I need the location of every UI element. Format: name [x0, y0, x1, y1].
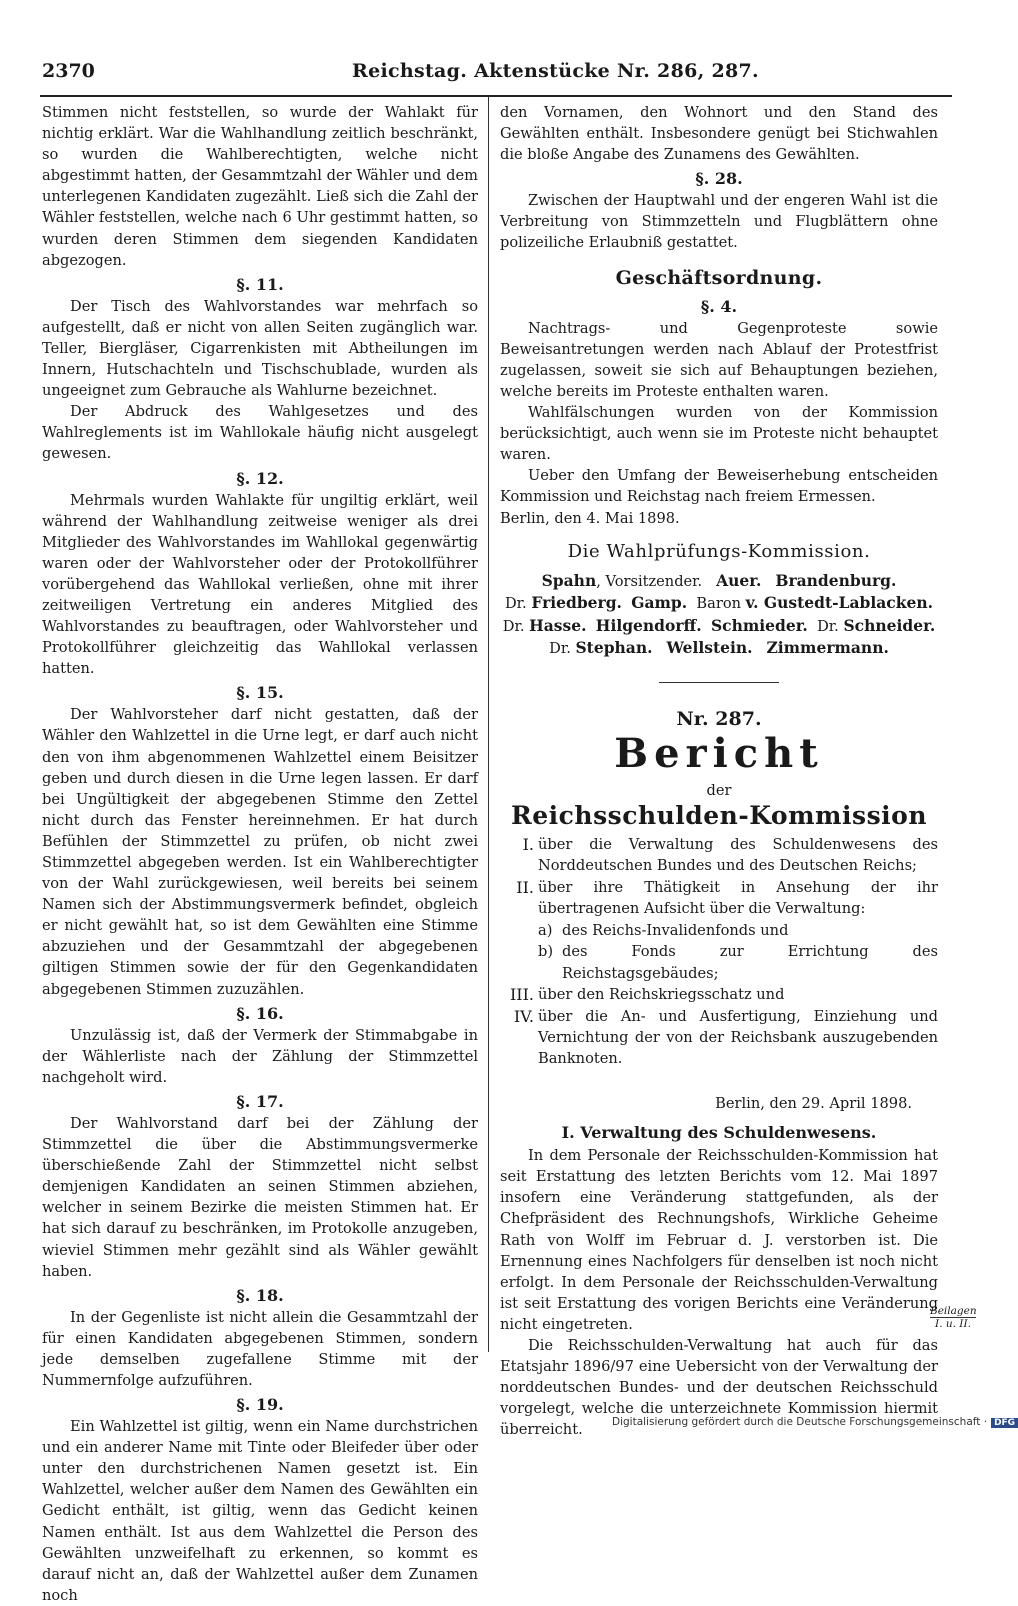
- member-name: Stephan.: [575, 638, 653, 658]
- members-line-1: [500, 570, 938, 593]
- member-name: Auer.: [716, 570, 762, 590]
- document-number: Nr. 287.: [676, 707, 762, 730]
- list-item-number: III.: [509, 984, 534, 1004]
- commission-title: Die Wahlprüfungs-Kommission.: [567, 540, 871, 562]
- margin-note-line-2: I. u. II.: [930, 1317, 976, 1330]
- section-4-title: §. 4.: [700, 296, 738, 316]
- bericht-heading: Bericht: [614, 729, 824, 777]
- geschaeftsordnung-heading: Geschäftsordnung.: [615, 266, 823, 289]
- list-item: [500, 834, 938, 876]
- report-date: Berlin, den 29. April 1898.: [715, 1095, 912, 1112]
- section-28-title: §. 28.: [695, 169, 743, 189]
- margin-note-line-1: Beilagen: [930, 1305, 977, 1317]
- sub-list-item-letter: b): [538, 943, 554, 961]
- sub-list-item-text: des Reichs-Invalidenfonds und: [562, 922, 789, 940]
- list-item-text: über die Verwaltung des Schuldenwesens des Norddeutschen Bundes und des Deutschen Reichs;: [538, 835, 938, 875]
- section-15-title: §. 15.: [236, 683, 284, 703]
- member-name: Hasse.: [529, 615, 587, 635]
- member-name: Brandenburg.: [775, 570, 897, 590]
- margin-note: [930, 1305, 976, 1330]
- member-name: Gamp.: [631, 593, 688, 613]
- member-name: Schneider.: [843, 615, 936, 635]
- section-separator: [659, 682, 779, 683]
- member-name: v. Gustedt-Lablacken.: [745, 593, 933, 613]
- sub-list-item: [500, 920, 938, 941]
- right-column: [500, 102, 938, 1441]
- list-item-text: über die An- und Ausfertigung, Einziehung und Vernichtung der von der Reichsbank auszugebenden Banknoten.: [538, 1007, 938, 1067]
- left-intro-paragraph: Stimmen nicht feststellen, so wurde der Wahlakt für nichtig erklärt. War die Wahlhandlung zeitlich beschränkt, so wurden die Wahlberechtigten, welche nicht abgestimmt hatten, der Gesammtzahl der Wähler und dem unterlegenen Kandidaten zugezählt. Ließ sich die Zahl der Wähler feststellen, welche nach 6 Uhr gestimmt hatten, so wurden deren Stimmen dem siegenden Kandidaten abgezogen.: [42, 104, 478, 269]
- section-17-title: §. 17.: [236, 1091, 284, 1111]
- section-11-paragraph-2: Der Abdruck des Wahlgesetzes und des Wahlreglements ist im Wahllokale häufig nicht ausgelegt gewesen.: [42, 403, 478, 463]
- member-name: Friedberg.: [531, 593, 622, 613]
- members-line-4: [500, 637, 938, 660]
- report-paragraph-1: In dem Personale der Reichsschulden-Kommission hat seit Erstattung des letzten Berichts vom 12. Mai 1897 insofern eine Veränderung stattgefunden, als der Chefpräsident des Rechnungshofs, Wirkliche Geheime Rath von Wolff im Februar d. J. verstorben ist. Die Ernennung eines Nachfolgers für denselben ist noch nicht erfolgt. In dem Personale der Reichsschulden-Verwaltung ist seit Erstattung des vorigen Berichts eine Veränderung nicht eingetreten.: [500, 1147, 938, 1333]
- list-item: [500, 877, 938, 919]
- footer-text: Digitalisierung gefördert durch die Deutsche Forschungsgemeinschaft ·: [612, 1416, 988, 1428]
- sub-list-item-text: des Fonds zur Errichtung des Reichstagsgebäudes;: [562, 943, 938, 982]
- section-12-paragraph: Mehrmals wurden Wahlakte für ungiltig erklärt, weil während der Wahlhandlung zeitweise weniger als drei Mitglieder des Wahlvorstandes im Wahllokal gegenwärtig waren oder der Wahlvorsteher oder der Protokollführer vorübergehend das Wahllokal verließen, ohne mit ihrer zeitweiligen Vertretung ein anderes Mitglied des Wahlvorstandes zu beauftragen, oder Wahlvorsteher und Protokollführer gleichzeitig das Wahllokal verlassen hatten.: [42, 491, 478, 678]
- list-item-number: II.: [516, 878, 534, 898]
- member-title: Dr.: [502, 617, 525, 635]
- list-item: [500, 1006, 938, 1069]
- section-18-paragraph: In der Gegenliste ist nicht allein die Gesammtzahl der für einen Kandidaten abgegebenen Stimmen, sondern jede demselben zugefallene Stimme mit der Nummernfolge aufzuführen.: [42, 1308, 478, 1389]
- column-divider: [488, 97, 489, 1352]
- members-line-3: [500, 615, 938, 638]
- section-4-paragraph-1: Nachtrags- und Gegenproteste sowie Beweisantretungen werden nach Ablauf der Protestfrist zugelassen, soweit sie sich auf Behauptungen beziehen, welche bereits im Proteste enthalten waren.: [500, 319, 938, 400]
- section-19-title: §. 19.: [236, 1395, 284, 1415]
- dfg-logo-badge: DFG: [991, 1418, 1018, 1428]
- report-paragraph-2: Die Reichsschulden-Verwaltung hat auch für das Etatsjahr 1896/97 eine Uebersicht von der Verwaltung der norddeutschen Bundes- und der deutschen Reichsschuld vorgelegt, welche die unterzeichnete Kommission hiermit überreicht.: [500, 1337, 938, 1439]
- list-item: [500, 984, 938, 1005]
- kommission-heading: Reichsschulden-Kommission: [511, 800, 927, 830]
- header-rule: [40, 95, 952, 97]
- der-label: der: [706, 781, 732, 799]
- member-name: Schmieder.: [710, 615, 808, 635]
- signature-date: Berlin, den 4. Mai 1898.: [500, 509, 680, 527]
- list-item-number: I.: [522, 834, 534, 854]
- section-15-paragraph: Der Wahlvorsteher darf nicht gestatten, daß der Wähler den Wahlzettel in die Urne legt, er darf auch nicht den von ihm abgenommenen Wahlzettel einem Beisitzer geben und durch diesen in die Urne legen lassen. Er darf bei Ungültigkeit der abgegebenen Stimme den Zettel nicht durch das Fenster hereinnehmen. Er hat durch Befühlen der Stimmzettel zu prüfen, ob nicht zwei Stimmzettel abgegeben werden. Ist ein Wahlberechtigter von der Wahl zurückgewiesen, weil bereits bei seinem Namen sich der Abstimmungsvermerk befindet, obgleich er nicht gewählt hat, so ist dem Gewählten eine Stimme abzuziehen und der Gesammtzahl der abgegebenen giltigen Stimmen sowie der für den Gegenkandidaten abgegebenen Stimmen zuzuzählen.: [42, 706, 478, 998]
- sub-list-item: [500, 941, 938, 983]
- running-header: [42, 60, 950, 90]
- section-11-title: §. 11.: [236, 274, 284, 294]
- section-16-title: §. 16.: [236, 1003, 284, 1023]
- section-i-heading: I. Verwaltung des Schuldenwesens.: [561, 1123, 877, 1143]
- member-name: Hilgendorff.: [595, 615, 702, 635]
- member-title: Dr.: [817, 617, 839, 635]
- list-item-text: über ihre Thätigkeit in Ansehung der ihr übertragenen Aufsicht über die Verwaltung:: [538, 879, 938, 918]
- section-4-paragraph-3: Ueber den Umfang der Beweiserhebung entscheiden Kommission und Reichstag nach freiem Ermessen.: [500, 467, 938, 506]
- member-title: Baron: [696, 595, 742, 613]
- section-17-paragraph: Der Wahlvorstand darf bei der Zählung der Stimmzettel die über die Abstimmungsvermerke überschießende Zahl der Stimmzettel nicht selbst demjenigen Kandidaten an seinen Stimmen abziehen, welcher in seinem Bezirke die meisten Stimmen hat. Er hat sich darauf zu beschränken, im Protokolle anzugeben, wieviel Stimmen mehr gezählt sind als Wähler gewählt haben.: [42, 1114, 478, 1280]
- section-16-paragraph: Unzulässig ist, daß der Vermerk der Stimmabgabe in der Wählerliste nach der Zählung der Stimmzettel nachgeholt wird.: [42, 1026, 478, 1086]
- list-item-text: über den Reichskriegsschatz und: [538, 985, 785, 1003]
- member-name: Zimmermann.: [766, 638, 889, 658]
- left-column: [42, 102, 478, 1606]
- list-item-number: IV.: [513, 1006, 534, 1026]
- member-name: Wellstein.: [666, 638, 753, 658]
- section-4-paragraph-2: Wahlfälschungen wurden von der Kommission berücksichtigt, auch wenn sie im Proteste nicht behauptet waren.: [500, 404, 938, 464]
- digitization-footer: [612, 1416, 1016, 1432]
- section-18-title: §. 18.: [236, 1285, 284, 1305]
- member-name: Spahn: [541, 570, 597, 590]
- members-line-2: [500, 592, 938, 615]
- member-role: , Vorsitzender.: [596, 572, 703, 590]
- commission-members: [500, 570, 938, 660]
- sub-list-item-letter: a): [538, 922, 553, 940]
- running-title: Reichstag. Aktenstücke Nr. 286, 287.: [352, 60, 759, 82]
- member-title: Dr.: [549, 640, 571, 658]
- member-title: Dr.: [504, 595, 527, 613]
- right-intro-paragraph: den Vornamen, den Wohnort und den Stand des Gewählten enthält. Insbesondere genügt bei Stichwahlen die bloße Angabe des Zunamens des Gewählten.: [500, 104, 938, 164]
- section-28-paragraph: Zwischen der Hauptwahl und der engeren Wahl ist die Verbreitung von Stimmzetteln und Flugblättern ohne polizeiliche Erlaubniß gestattet.: [500, 192, 938, 252]
- section-12-title: §. 12.: [236, 468, 284, 488]
- page-number: 2370: [42, 60, 95, 82]
- section-19-paragraph: Ein Wahlzettel ist giltig, wenn ein Name durchstrichen und ein anderer Name mit Tinte oder Bleifeder über oder unter den durchstrichenen Namen gesetzt ist. Ein Wahlzettel, welcher außer dem Namen des Gewählten ein Gedicht enthält, ist giltig, wenn das Gedicht keinen Namen enthält. Ist aus dem Wahlzettel die Person des Gewählten unzweifelhaft zu erkennen, so kommt es darauf nicht an, daß der Wahlzettel außer dem Zunamen noch: [42, 1418, 478, 1604]
- section-11-paragraph-1: Der Tisch des Wahlvorstandes war mehrfach so aufgestellt, daß er nicht von allen Seiten zugänglich war. Teller, Biergläser, Cigarrenkisten mit Abtheilungen im Innern, Hutschachteln und Tischschublade, wurden als ungeeignet zum Gebrauche als Wahlurne bezeichnet.: [42, 297, 478, 400]
